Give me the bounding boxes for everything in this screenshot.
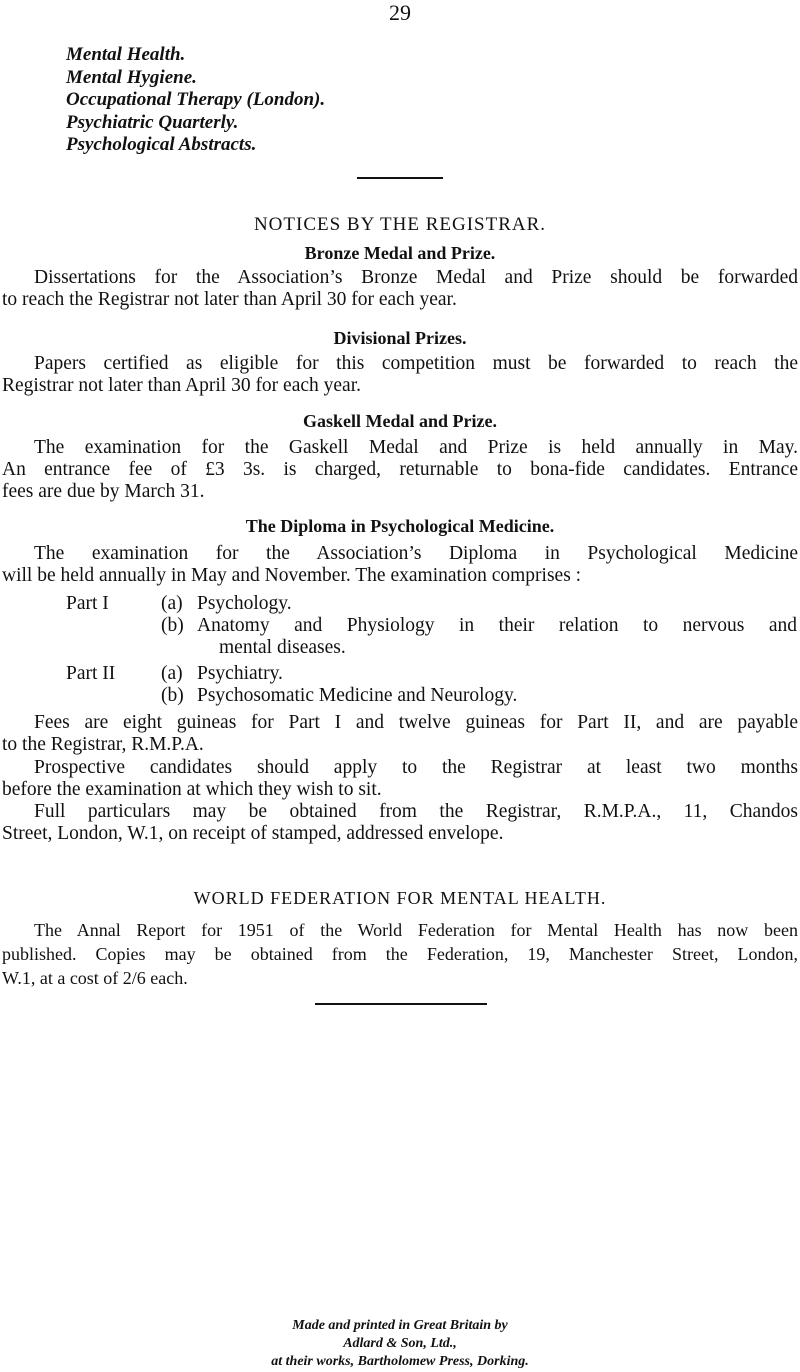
part1-a-text: Psychology. xyxy=(197,593,292,614)
paragraph-line: published. Copies may be obtained from the Federation, 19, Manchester Street, London, xyxy=(2,944,798,964)
divisional-paragraph xyxy=(2,353,798,397)
paragraph-line: Papers certified as eligible for this competition must be forwarded to reach the xyxy=(34,353,798,374)
part2-label: Part II xyxy=(66,663,116,684)
bronze-heading: Bronze Medal and Prize. xyxy=(304,243,496,263)
part1-label: Part I xyxy=(66,593,109,614)
part1-b-text xyxy=(197,615,797,659)
paragraph-line: to the Registrar, R.M.P.A. xyxy=(2,734,204,755)
part2-b-text: Psychosomatic Medicine and Neurology. xyxy=(197,685,518,706)
divider xyxy=(315,1003,487,1005)
printer-imprint xyxy=(0,1317,800,1371)
part2-a-letter: (a) xyxy=(161,663,183,684)
paragraph-line: Fees are eight guineas for Part I and twelve guineas for Part II, and are payable xyxy=(34,712,798,733)
part1-b-letter: (b) xyxy=(161,615,184,636)
paragraph-line: will be held annually in May and November. The examination comprises : xyxy=(2,565,582,586)
part1-row-a xyxy=(0,593,800,615)
paragraph-line: Registrar not later than April 30 for each year. xyxy=(2,375,361,396)
gaskell-heading: Gaskell Medal and Prize. xyxy=(303,411,497,431)
paragraph-line: Dissertations for the Association’s Bronze Medal and Prize should be forwarded xyxy=(34,267,798,288)
paragraph-line: Street, London, W.1, on receipt of stamped, addressed envelope. xyxy=(2,823,504,844)
diploma-heading: The Diploma in Psychological Medicine. xyxy=(245,516,555,536)
part2-b-letter: (b) xyxy=(161,685,184,706)
imprint-line: at their works, Bartholomew Press, Dorking. xyxy=(271,1354,529,1369)
paragraph-line: The examination for the Association’s Diploma in Psychological Medicine xyxy=(34,543,798,564)
journal-item: Mental Health. xyxy=(66,44,186,65)
imprint-line: Adlard & Son, Ltd., xyxy=(343,1336,457,1351)
fees-paragraph xyxy=(2,712,798,756)
part2-row-b xyxy=(0,685,800,707)
paragraph-line: before the examination at which they wish to sit. xyxy=(2,779,382,800)
registrar-section-title: NOTICES BY THE REGISTRAR. xyxy=(253,214,547,235)
part1-b-line: Anatomy and Physiology in their relation to nervous and xyxy=(197,615,797,636)
part2-row-a xyxy=(0,663,800,685)
prospective-paragraph xyxy=(2,757,798,801)
journal-item: Psychiatric Quarterly. xyxy=(66,111,239,133)
gaskell-paragraph xyxy=(2,437,798,503)
paragraph-line: The Annal Report for 1951 of the World Federation for Mental Health has now been xyxy=(34,920,798,940)
journal-item: Mental Hygiene. xyxy=(66,66,197,88)
particulars-paragraph xyxy=(2,801,798,845)
paragraph-line: An entrance fee of £3 3s. is charged, returnable to bona-fide candidates. Entrance xyxy=(2,459,798,480)
part2-a-text: Psychiatry. xyxy=(197,663,283,684)
journal-list xyxy=(66,44,325,157)
paragraph-line: W.1, at a cost of 2/6 each. xyxy=(2,968,188,988)
imprint-line: Made and printed in Great Britain by xyxy=(292,1318,508,1333)
bronze-paragraph xyxy=(2,267,798,311)
divisional-heading: Divisional Prizes. xyxy=(333,328,467,348)
divider xyxy=(357,177,443,179)
wfmh-paragraph xyxy=(2,918,798,990)
part1-row-b xyxy=(0,615,800,659)
paragraph-line: The examination for the Gaskell Medal and Prize is held annually in May. xyxy=(34,437,798,458)
page-number: 29 xyxy=(389,0,411,25)
paragraph-line: Prospective candidates should apply to the Registrar at least two months xyxy=(34,757,798,778)
paragraph-line: to reach the Registrar not later than April 30 for each year. xyxy=(2,289,457,310)
wfmh-section-title: WORLD FEDERATION FOR MENTAL HEALTH. xyxy=(193,888,607,908)
part1-b-line: mental diseases. xyxy=(219,637,346,658)
paragraph-line: Full particulars may be obtained from the Registrar, R.M.P.A., 11, Chandos xyxy=(34,801,798,822)
part1-a-letter: (a) xyxy=(161,593,183,614)
paragraph-line: fees are due by March 31. xyxy=(2,481,205,502)
journal-item: Psychological Abstracts. xyxy=(66,134,257,155)
journal-item: Occupational Therapy (London). xyxy=(66,89,326,110)
diploma-paragraph xyxy=(2,543,798,587)
